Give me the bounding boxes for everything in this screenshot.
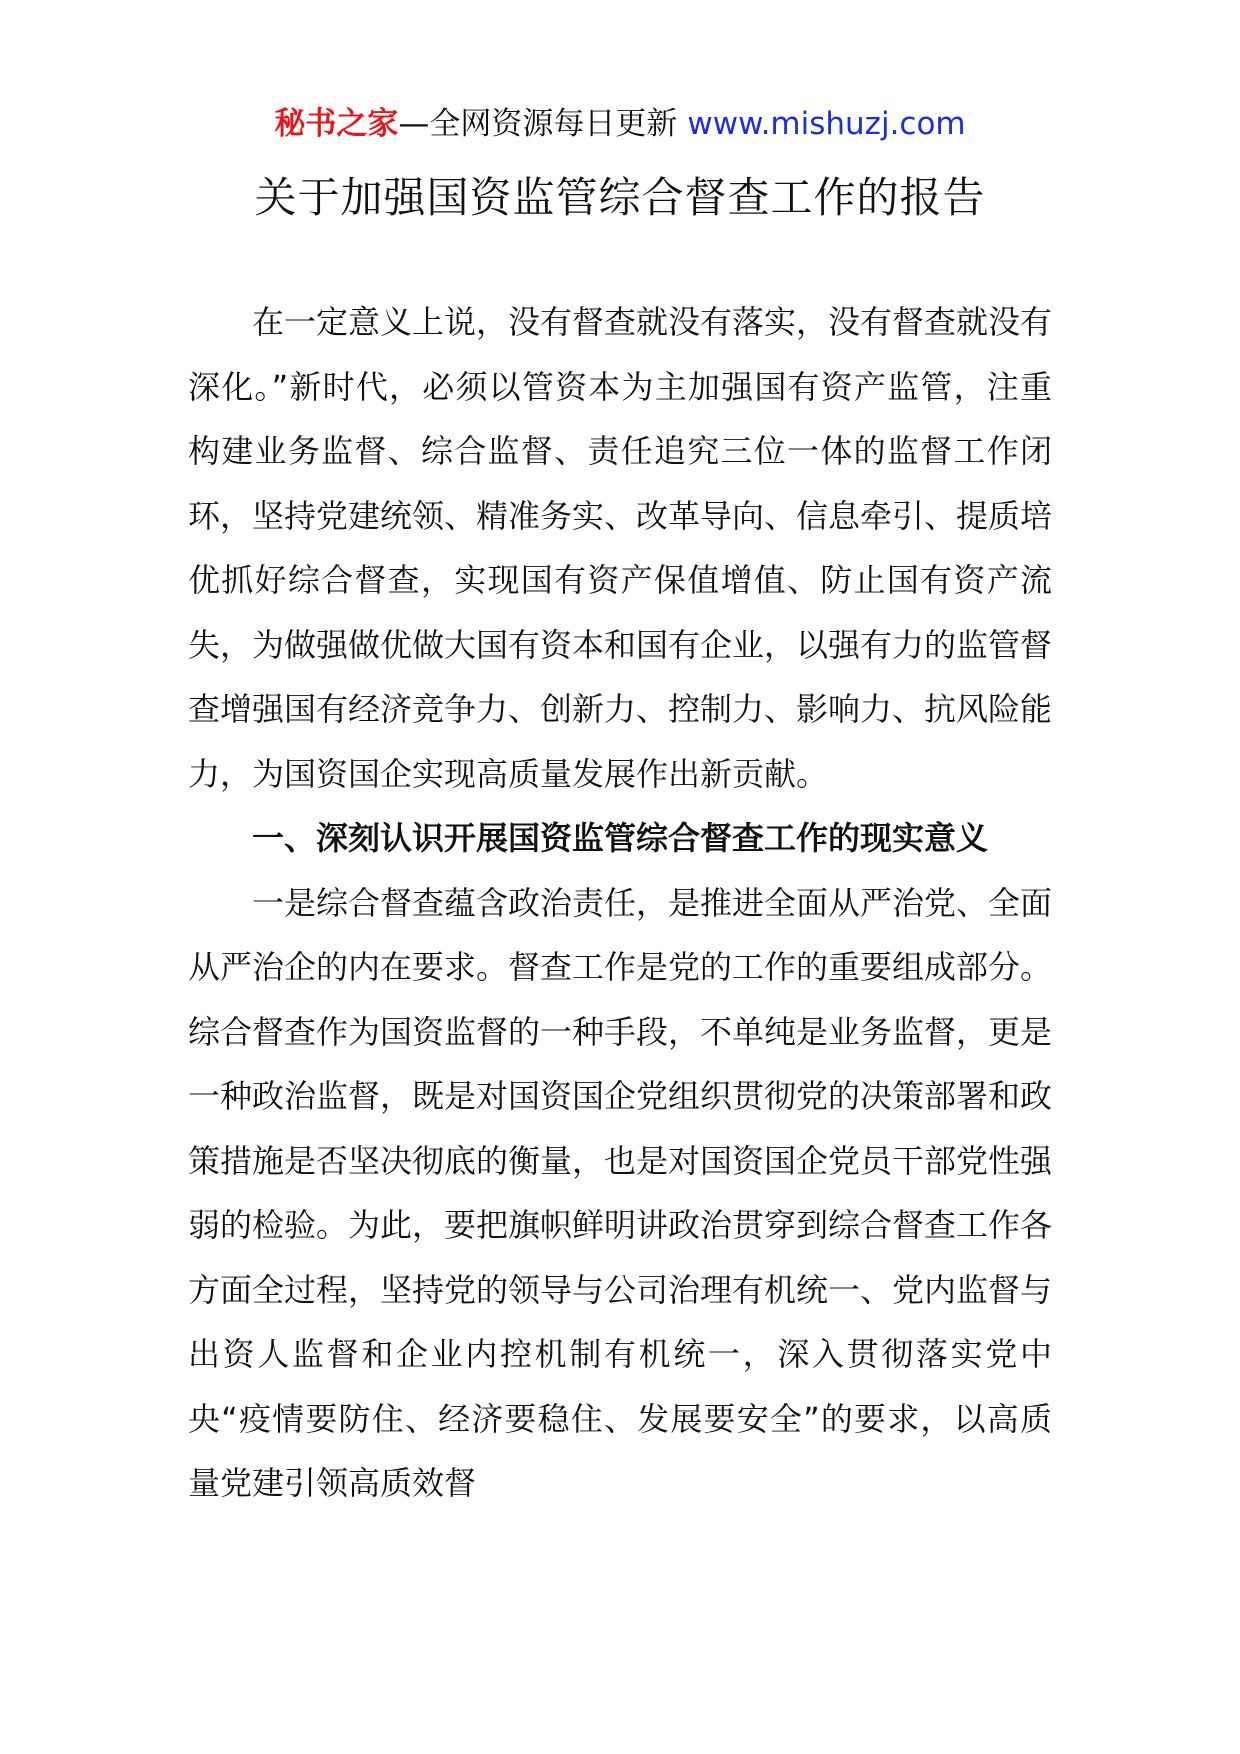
site-banner — [0, 104, 1240, 144]
document-body — [188, 290, 1052, 1516]
site-url-link[interactable]: www.mishuzj.com — [687, 106, 966, 142]
document-title: 关于加强国资监管综合督查工作的报告 — [254, 173, 986, 222]
brand-name: 秘书之家 — [274, 106, 399, 142]
body-paragraph: 一是综合督查蕴含政治责任，是推进全面从严治党、全面从严治企的内在要求。督查工作是党的工作的重要组成部分。综合督查作为国资监督的一种手段，不单纯是业务监督，更是一种政治监督，既是对国资国企党组织贯彻党的决策部署和政策措施是否坚决彻底的衡量，也是对国资国企党员干部党性强弱的检验。为此，要把旗帜鲜明讲政治贯穿到综合督查工作各方面全过程，坚持党的领导与公司治理有机统一、党内监督与出资人监督和企业内控机制有机统一，深入贯彻落实党中央“疫情要防住、经济要稳住、发展要安全”的要求，以高质量党建引领高质效督 — [188, 883, 1053, 1502]
banner-tagline: —全网资源每日更新 — [398, 106, 678, 142]
intro-paragraph: 在一定意义上说，没有督查就没有落实，没有督查就没有深化。”新时代，必须以管资本为主加强国有资产监管，注重构建业务监督、综合监督、责任追究三位一体的监督工作闭环，坚持党建统领、精准务实、改革导向、信息牵引、提质培优抓好综合督查，实现国有资产保值增值、防止国有资产流失，为做强做优做大国有资本和国有企业，以强有力的监管督查增强国有经济竞争力、创新力、控制力、影响力、抗风险能力，为国资国企实现高质量发展作出新贡献。 — [188, 303, 1053, 793]
section-heading-1: 一、深刻认识开展国资监管综合督查工作的现实意义 — [252, 819, 989, 857]
